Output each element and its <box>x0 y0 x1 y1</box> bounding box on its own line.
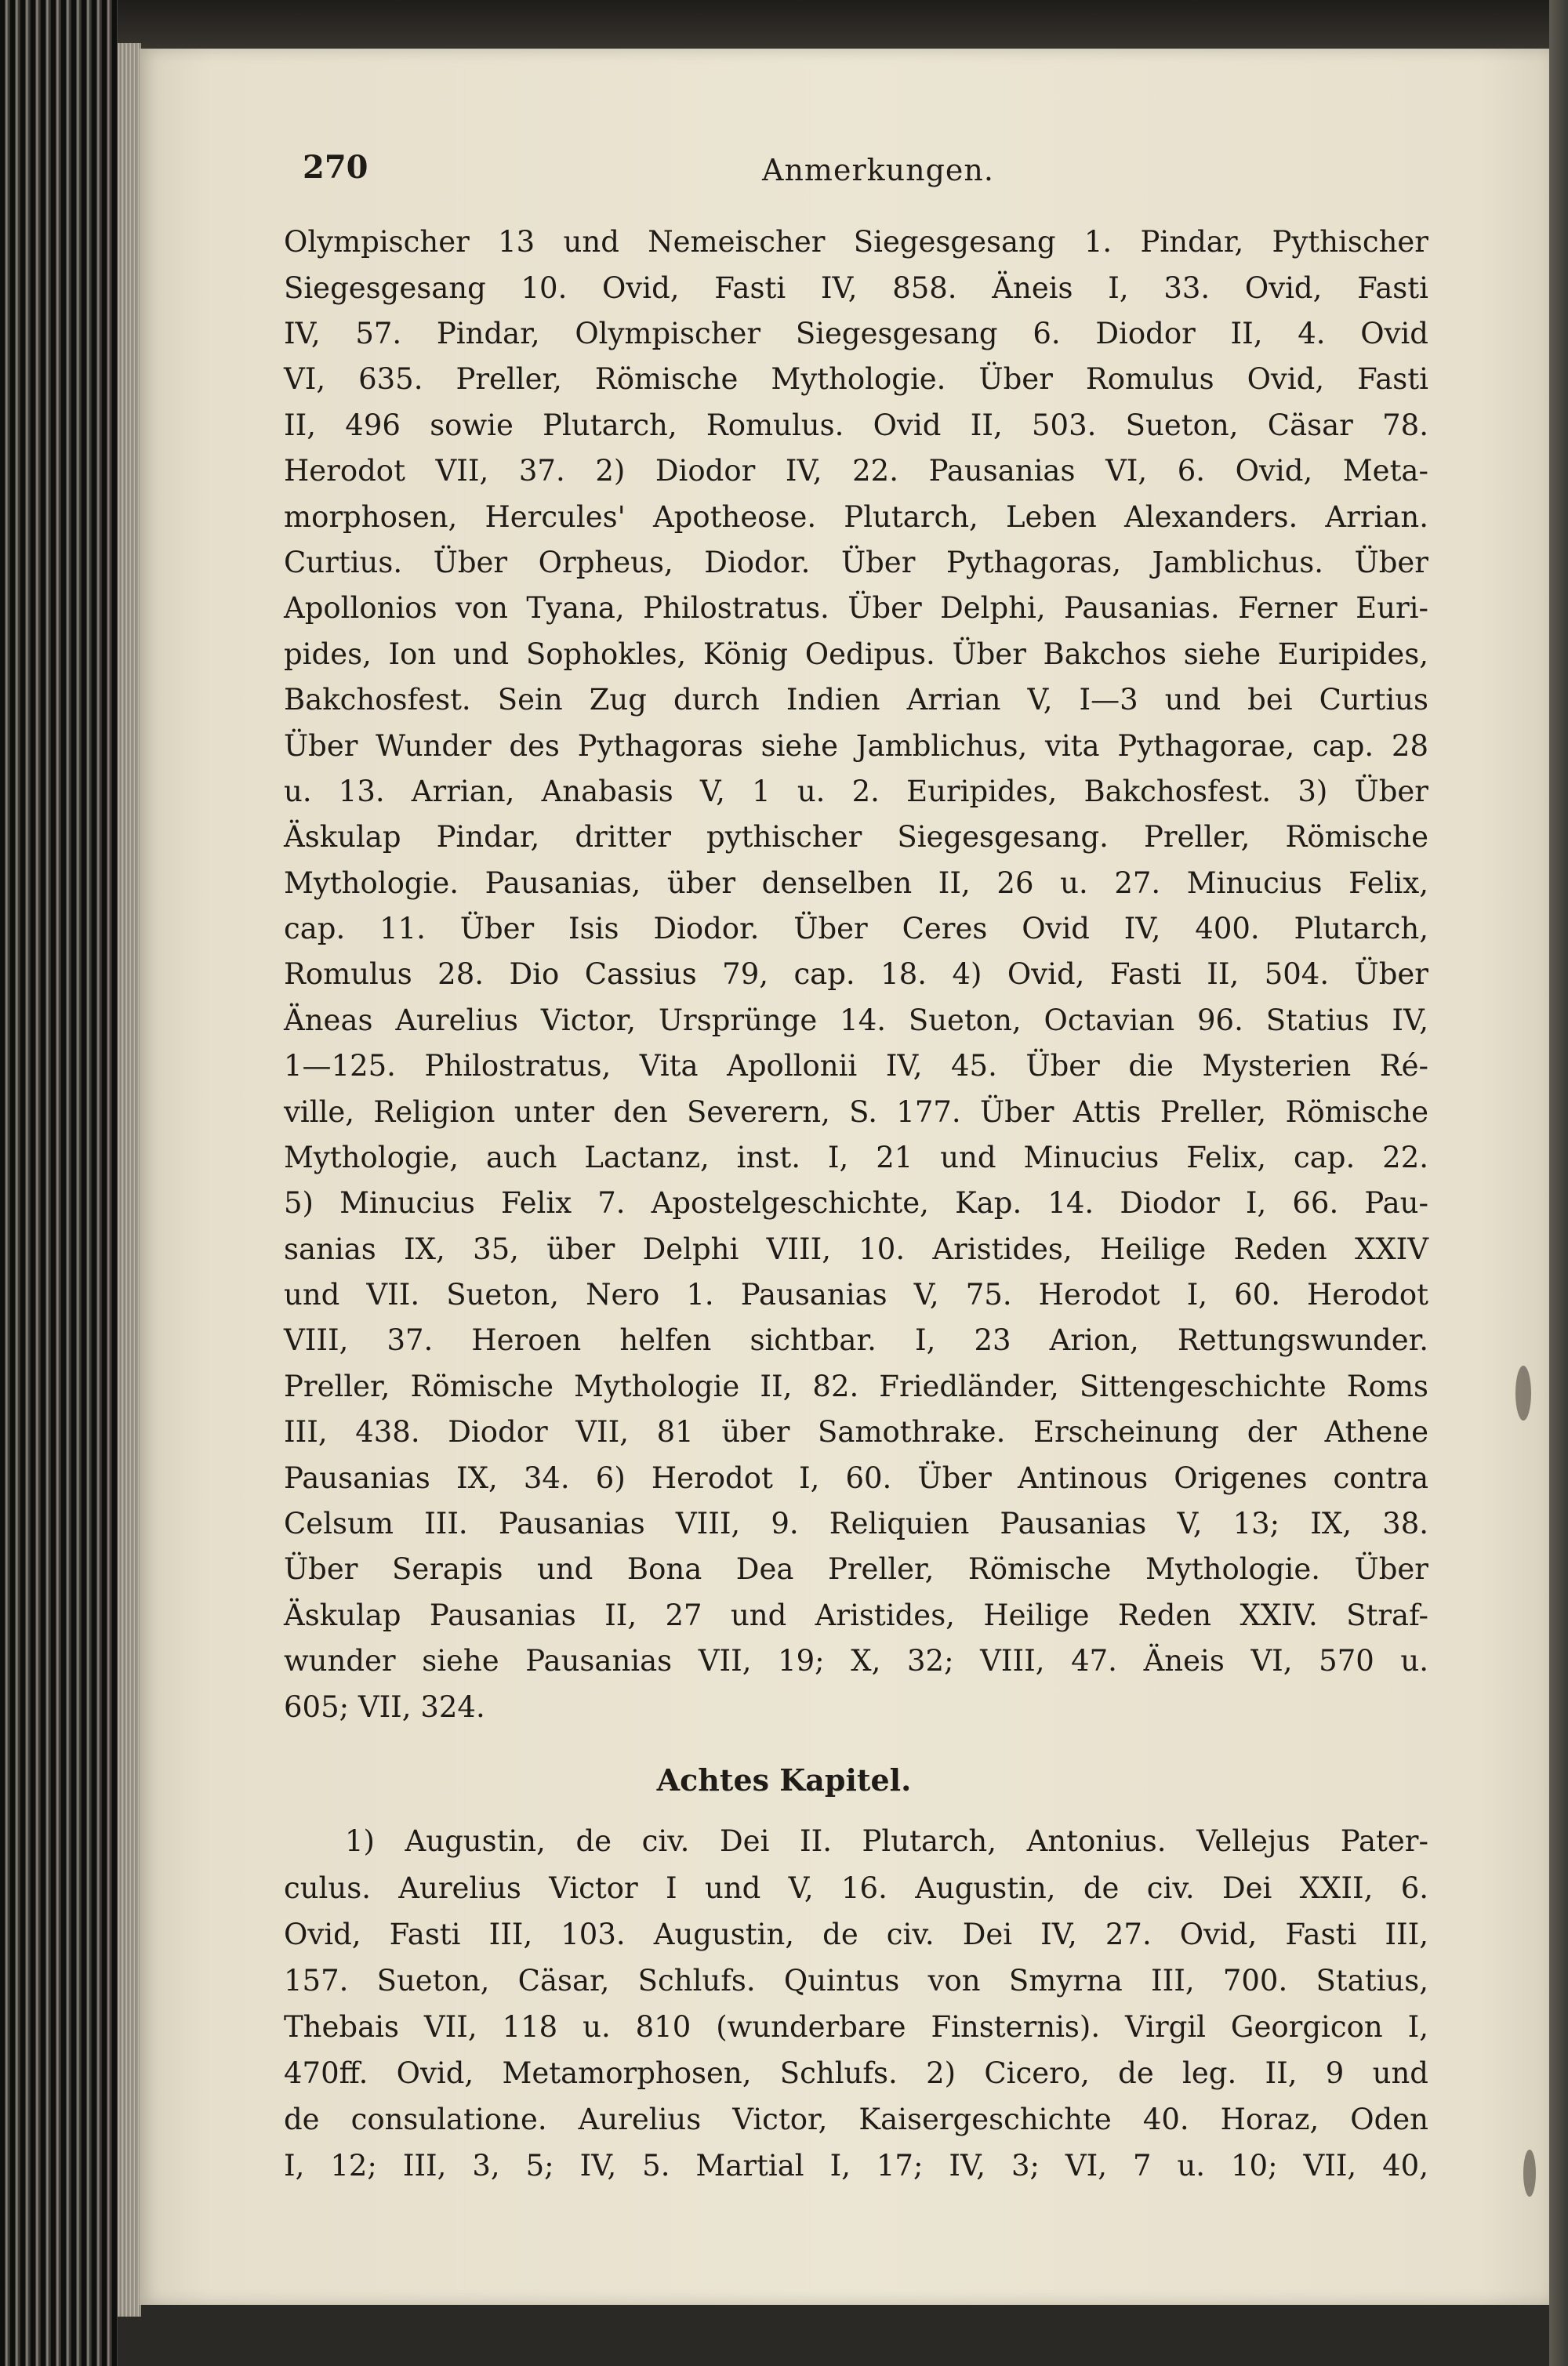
book-spine-edge <box>0 0 118 2366</box>
page-block-edges <box>118 43 141 2317</box>
text-line: morphosen, Hercules' Apotheose. Plutarch, Leben Alexanders. Arrian. <box>284 500 1428 534</box>
text-line: 157. Sueton, Cäsar, Schlufs. Quintus von Smyrna III, 700. Statius, <box>284 1964 1428 1998</box>
chapter-heading: Achtes Kapitel. <box>656 1762 912 1798</box>
text-line: Mythologie. Pausanias, über denselben II, 26 u. 27. Minucius Felix, <box>284 866 1428 900</box>
page-stain <box>1515 1366 1531 1421</box>
text-line: IV, 57. Pindar, Olympischer Siegesgesang 6. Diodor II, 4. Ovid <box>284 317 1428 350</box>
text-line: Herodot VII, 37. 2) Diodor IV, 22. Pausanias VI, 6. Ovid, Meta- <box>284 454 1428 488</box>
text-line: culus. Aurelius Victor I und V, 16. Augustin, de civ. Dei XXII, 6. <box>284 1871 1428 1905</box>
text-line: Thebais VII, 118 u. 810 (wunderbare Finsternis). Virgil Georgicon I, <box>284 2010 1428 2044</box>
text-line: III, 438. Diodor VII, 81 über Samothrake. Erscheinung der Athene <box>284 1415 1428 1449</box>
text-line: Pausanias IX, 34. 6) Herodot I, 60. Über Antinous Origenes contra <box>284 1461 1428 1495</box>
text-line: Curtius. Über Orpheus, Diodor. Über Pythagoras, Jamblichus. Über <box>284 546 1428 579</box>
text-line: u. 13. Arrian, Anabasis V, 1 u. 2. Euripides, Bakchosfest. 3) Über <box>284 775 1428 808</box>
text-line: Äskulap Pindar, dritter pythischer Siegesgesang. Preller, Römische <box>284 820 1428 854</box>
text-line: Olympischer 13 und Nemeischer Siegesgesang 1. Pindar, Pythischer <box>284 225 1428 259</box>
text-line: sanias IX, 35, über Delphi VIII, 10. Aristides, Heilige Reden XXIV <box>284 1232 1428 1266</box>
text-line: Siegesgesang 10. Ovid, Fasti IV, 858. Äneis I, 33. Ovid, Fasti <box>284 271 1428 305</box>
page-number: 270 <box>303 149 368 186</box>
text-line: Äneas Aurelius Victor, Ursprünge 14. Sueton, Octavian 96. Statius IV, <box>284 1003 1428 1037</box>
text-line: VI, 635. Preller, Römische Mythologie. Über Romulus Ovid, Fasti <box>284 362 1428 396</box>
text-line: de consulatione. Aurelius Victor, Kaisergeschichte 40. Horaz, Oden <box>284 2103 1428 2136</box>
text-line: II, 496 sowie Plutarch, Romulus. Ovid II, 503. Sueton, Cäsar 78. <box>284 408 1428 442</box>
text-line: 5) Minucius Felix 7. Apostelgeschichte, Kap. 14. Diodor I, 66. Pau- <box>284 1186 1428 1220</box>
text-line: I, 12; III, 3, 5; IV, 5. Martial I, 17; IV, 3; VI, 7 u. 10; VII, 40, <box>284 2149 1428 2183</box>
book-cover-top-edge <box>0 0 1568 55</box>
text-line: Romulus 28. Dio Cassius 79, cap. 18. 4) Ovid, Fasti II, 504. Über <box>284 957 1428 991</box>
text-line: cap. 11. Über Isis Diodor. Über Ceres Ovid IV, 400. Plutarch, <box>284 912 1428 945</box>
text-line: und VII. Sueton, Nero 1. Pausanias V, 75. Herodot I, 60. Herodot <box>284 1278 1428 1312</box>
running-head: Anmerkungen. <box>762 153 994 187</box>
text-line: VIII, 37. Heroen helfen sichtbar. I, 23 Arion, Rettungswunder. <box>284 1323 1428 1357</box>
text-line: Apollonios von Tyana, Philostratus. Über Delphi, Pausanias. Ferner Euri- <box>284 591 1428 625</box>
text-line: 470ff. Ovid, Metamorphosen, Schlufs. 2) Cicero, de leg. II, 9 und <box>284 2056 1428 2090</box>
text-line: Bakchosfest. Sein Zug durch Indien Arrian V, I—3 und bei Curtius <box>284 683 1428 717</box>
text-line: 1—125. Philostratus, Vita Apollonii IV, 45. Über die Mysterien Ré- <box>284 1049 1428 1083</box>
text-line: Über Wunder des Pythagoras siehe Jamblichus, vita Pythagorae, cap. 28 <box>284 729 1428 763</box>
text-line: Über Serapis und Bona Dea Preller, Römische Mythologie. Über <box>284 1552 1428 1586</box>
text-line: Preller, Römische Mythologie II, 82. Friedländer, Sittengeschichte Roms <box>284 1370 1428 1403</box>
text-line: Mythologie, auch Lactanz, inst. I, 21 und Minucius Felix, cap. 22. <box>284 1141 1428 1174</box>
text-line: pides, Ion und Sophokles, König Oedipus. Über Bakchos siehe Euripides, <box>284 637 1428 671</box>
text-line: wunder siehe Pausanias VII, 19; X, 32; VIII, 47. Äneis VI, 570 u. <box>284 1644 1428 1678</box>
page-stain <box>1523 2150 1536 2197</box>
book-cover-right-edge <box>1549 0 1568 2366</box>
text-line: Ovid, Fasti III, 103. Augustin, de civ. Dei IV, 27. Ovid, Fasti III, <box>284 1918 1428 1951</box>
text-line: ville, Religion unter den Severern, S. 177. Über Attis Preller, Römische <box>284 1095 1428 1129</box>
text-line: Äskulap Pausanias II, 27 und Aristides, Heilige Reden XXIV. Straf- <box>284 1599 1428 1632</box>
text-line: 605; VII, 324. <box>284 1690 485 1724</box>
text-line: 1) Augustin, de civ. Dei II. Plutarch, Antonius. Vellejus Pater- <box>345 1824 1428 1858</box>
text-line: Celsum III. Pausanias VIII, 9. Reliquien Pausanias V, 13; IX, 38. <box>284 1507 1428 1540</box>
